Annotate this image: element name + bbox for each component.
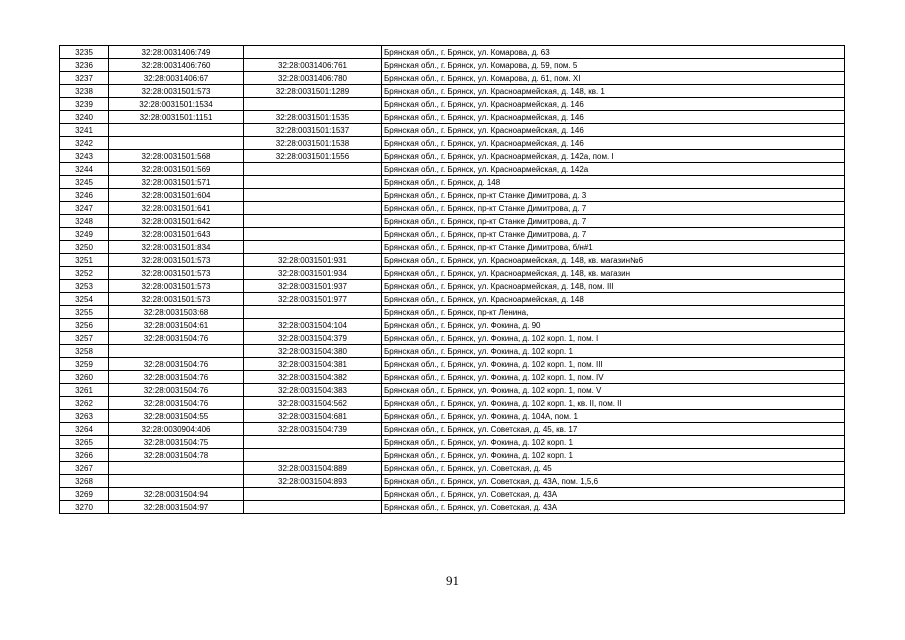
cadastral-number-cell: 32:28:0031504:76 [109,371,244,384]
sub-cadastral-number-cell [244,176,382,189]
address-cell: Брянская обл., г. Брянск, ул. Красноармейская, д. 146 [382,111,845,124]
address-cell: Брянская обл., г. Брянск, ул. Фокина, д. 102 корп. 1 [382,436,845,449]
cadastral-number-cell: 32:28:0031504:76 [109,384,244,397]
address-cell: Брянская обл., г. Брянск, ул. Фокина, д. 102 корп. 1, кв. II, пом. II [382,397,845,410]
address-cell: Брянская обл., г. Брянск, ул. Фокина, д. 102 корп. 1, пом. I [382,332,845,345]
address-cell: Брянская обл., г. Брянск, ул. Фокина, д. 102 корп. 1 [382,449,845,462]
sub-cadastral-number-cell: 32:28:0031504:104 [244,319,382,332]
cadastral-number-cell [109,462,244,475]
sub-cadastral-number-cell [244,501,382,514]
table-row [60,72,845,85]
sub-cadastral-number-cell [244,241,382,254]
cadastral-number-cell: 32:28:0031501:573 [109,293,244,306]
address-cell: Брянская обл., г. Брянск, ул. Красноармейская, д. 146 [382,98,845,111]
cadastral-number-cell [109,345,244,358]
address-cell: Брянская обл., г. Брянск, ул. Красноармейская, д. 148, кв. магазин [382,267,845,280]
cadastral-number-cell: 32:28:0031504:76 [109,358,244,371]
cadastral-number-cell: 32:28:0031501:1534 [109,98,244,111]
row-number-cell: 3262 [60,397,109,410]
sub-cadastral-number-cell: 32:28:0031504:380 [244,345,382,358]
row-number-cell: 3258 [60,345,109,358]
row-number-cell: 3246 [60,189,109,202]
row-number-cell: 3257 [60,332,109,345]
table-row [60,137,845,150]
address-cell: Брянская обл., г. Брянск, пр-кт Станке Димитрова, д. 3 [382,189,845,202]
table-row [60,358,845,371]
address-cell: Брянская обл., г. Брянск, ул. Красноармейская, д. 146 [382,124,845,137]
sub-cadastral-number-cell: 32:28:0031501:937 [244,280,382,293]
sub-cadastral-number-cell [244,163,382,176]
cadastral-number-cell: 32:28:0031501:571 [109,176,244,189]
table-row [60,319,845,332]
address-cell: Брянская обл., г. Брянск, пр-кт Станке Димитрова, д. 7 [382,228,845,241]
row-number-cell: 3237 [60,72,109,85]
table-row [60,306,845,319]
cadastral-number-cell: 32:28:0031504:97 [109,501,244,514]
address-cell: Брянская обл., г. Брянск, ул. Фокина, д. 102 корп. 1 [382,345,845,358]
cadastral-number-cell: 32:28:0031501:642 [109,215,244,228]
cadastral-number-cell: 32:28:0031501:573 [109,254,244,267]
cadastral-number-cell: 32:28:0031504:61 [109,319,244,332]
row-number-cell: 3245 [60,176,109,189]
table-row [60,449,845,462]
table-row [60,124,845,137]
address-cell: Брянская обл., г. Брянск, пр-кт Станке Димитрова, д. 7 [382,202,845,215]
row-number-cell: 3247 [60,202,109,215]
address-cell: Брянская обл., г. Брянск, ул. Советская, д. 43А, пом. 1,5,6 [382,475,845,488]
row-number-cell: 3251 [60,254,109,267]
sub-cadastral-number-cell: 32:28:0031504:562 [244,397,382,410]
row-number-cell: 3244 [60,163,109,176]
sub-cadastral-number-cell: 32:28:0031504:383 [244,384,382,397]
table-row [60,280,845,293]
sub-cadastral-number-cell [244,306,382,319]
sub-cadastral-number-cell: 32:28:0031406:761 [244,59,382,72]
row-number-cell: 3270 [60,501,109,514]
row-number-cell: 3241 [60,124,109,137]
table-row [60,371,845,384]
row-number-cell: 3253 [60,280,109,293]
table-row [60,111,845,124]
table-row [60,488,845,501]
cadastral-number-cell: 32:28:0030904:406 [109,423,244,436]
row-number-cell: 3264 [60,423,109,436]
row-number-cell: 3256 [60,319,109,332]
address-cell: Брянская обл., г. Брянск, пр-кт Ленина, [382,306,845,319]
table-row [60,215,845,228]
sub-cadastral-number-cell: 32:28:0031504:382 [244,371,382,384]
cadastral-number-cell: 32:28:0031501:573 [109,85,244,98]
cadastral-number-cell: 32:28:0031406:760 [109,59,244,72]
address-cell: Брянская обл., г. Брянск, ул. Красноармейская, д. 148, кв. 1 [382,85,845,98]
address-cell: Брянская обл., г. Брянск, ул. Фокина, д. 104А, пом. 1 [382,410,845,423]
cadastral-number-cell: 32:28:0031501:1151 [109,111,244,124]
sub-cadastral-number-cell: 32:28:0031501:931 [244,254,382,267]
address-cell: Брянская обл., г. Брянск, ул. Советская, д. 43А [382,488,845,501]
sub-cadastral-number-cell: 32:28:0031504:889 [244,462,382,475]
table-row [60,436,845,449]
address-cell: Брянская обл., г. Брянск, пр-кт Станке Димитрова, д. 7 [382,215,845,228]
sub-cadastral-number-cell [244,46,382,59]
cadastral-number-cell: 32:28:0031501:568 [109,150,244,163]
sub-cadastral-number-cell: 32:28:0031501:1538 [244,137,382,150]
sub-cadastral-number-cell: 32:28:0031501:1289 [244,85,382,98]
row-number-cell: 3269 [60,488,109,501]
page-number: 91 [446,573,459,588]
table-row [60,59,845,72]
row-number-cell: 3238 [60,85,109,98]
sub-cadastral-number-cell: 32:28:0031504:739 [244,423,382,436]
sub-cadastral-number-cell: 32:28:0031504:681 [244,410,382,423]
sub-cadastral-number-cell [244,202,382,215]
table-row [60,98,845,111]
address-cell: Брянская обл., г. Брянск, ул. Советская, д. 45 [382,462,845,475]
table-row [60,462,845,475]
sub-cadastral-number-cell [244,98,382,111]
sub-cadastral-number-cell: 32:28:0031501:934 [244,267,382,280]
cadastral-number-cell: 32:28:0031504:94 [109,488,244,501]
row-number-cell: 3250 [60,241,109,254]
row-number-cell: 3235 [60,46,109,59]
row-number-cell: 3236 [60,59,109,72]
address-cell: Брянская обл., г. Брянск, ул. Красноармейская, д. 148 [382,293,845,306]
table-row [60,150,845,163]
sub-cadastral-number-cell: 32:28:0031504:381 [244,358,382,371]
table-row [60,85,845,98]
cadastral-number-cell: 32:28:0031501:641 [109,202,244,215]
sub-cadastral-number-cell: 32:28:0031501:1535 [244,111,382,124]
row-number-cell: 3249 [60,228,109,241]
cadastral-number-cell: 32:28:0031503:68 [109,306,244,319]
table-row [60,501,845,514]
cadastral-number-cell: 32:28:0031406:749 [109,46,244,59]
table-row [60,267,845,280]
sub-cadastral-number-cell [244,228,382,241]
sub-cadastral-number-cell: 32:28:0031501:1537 [244,124,382,137]
cadastral-number-cell [109,475,244,488]
address-cell: Брянская обл., г. Брянск, ул. Комарова, д. 61, пом. XI [382,72,845,85]
row-number-cell: 3248 [60,215,109,228]
cadastral-number-cell: 32:28:0031504:75 [109,436,244,449]
sub-cadastral-number-cell: 32:28:0031504:379 [244,332,382,345]
sub-cadastral-number-cell [244,449,382,462]
row-number-cell: 3259 [60,358,109,371]
cadastral-number-cell [109,137,244,150]
address-cell: Брянская обл., г. Брянск, ул. Комарова, д. 59, пом. 5 [382,59,845,72]
table-row [60,189,845,202]
table-row [60,241,845,254]
table-row [60,163,845,176]
table-row [60,475,845,488]
cadastral-number-cell: 32:28:0031406:67 [109,72,244,85]
address-cell: Брянская обл., г. Брянск, ул. Красноармейская, д. 146 [382,137,845,150]
table-row [60,397,845,410]
sub-cadastral-number-cell: 32:28:0031406:780 [244,72,382,85]
row-number-cell: 3239 [60,98,109,111]
table-row [60,202,845,215]
row-number-cell: 3255 [60,306,109,319]
registry-table [59,45,845,514]
table-row [60,254,845,267]
address-cell: Брянская обл., г. Брянск, ул. Красноармейская, д. 142а [382,163,845,176]
row-number-cell: 3252 [60,267,109,280]
sub-cadastral-number-cell [244,215,382,228]
table-row [60,384,845,397]
row-number-cell: 3268 [60,475,109,488]
table-row [60,228,845,241]
table-row [60,293,845,306]
cadastral-number-cell: 32:28:0031504:76 [109,332,244,345]
sub-cadastral-number-cell: 32:28:0031504:893 [244,475,382,488]
row-number-cell: 3243 [60,150,109,163]
sub-cadastral-number-cell [244,436,382,449]
address-cell: Брянская обл., г. Брянск, ул. Фокина, д. 102 корп. 1, пом. III [382,358,845,371]
cadastral-number-cell: 32:28:0031504:55 [109,410,244,423]
cadastral-number-cell: 32:28:0031501:573 [109,280,244,293]
sub-cadastral-number-cell: 32:28:0031501:977 [244,293,382,306]
table-row [60,46,845,59]
row-number-cell: 3261 [60,384,109,397]
row-number-cell: 3254 [60,293,109,306]
cadastral-number-cell: 32:28:0031504:78 [109,449,244,462]
cadastral-number-cell [109,124,244,137]
table-row [60,332,845,345]
row-number-cell: 3242 [60,137,109,150]
address-cell: Брянская обл., г. Брянск, ул. Красноармейская, д. 142а, пом. I [382,150,845,163]
cadastral-number-cell: 32:28:0031501:573 [109,267,244,280]
registry-table-body [60,46,845,514]
table-row [60,410,845,423]
address-cell: Брянская обл., г. Брянск, ул. Фокина, д. 90 [382,319,845,332]
cadastral-number-cell: 32:28:0031501:569 [109,163,244,176]
address-cell: Брянская обл., г. Брянск, ул. Комарова, д. 63 [382,46,845,59]
cadastral-number-cell: 32:28:0031501:834 [109,241,244,254]
table-row [60,423,845,436]
sub-cadastral-number-cell [244,488,382,501]
address-cell: Брянская обл., г. Брянск, ул. Советская, д. 45, кв. 17 [382,423,845,436]
address-cell: Брянская обл., г. Брянск, ул. Фокина, д. 102 корп. 1, пом. IV [382,371,845,384]
cadastral-number-cell: 32:28:0031501:604 [109,189,244,202]
row-number-cell: 3265 [60,436,109,449]
sub-cadastral-number-cell [244,189,382,202]
cadastral-number-cell: 32:28:0031501:643 [109,228,244,241]
address-cell: Брянская обл., г. Брянск, пр-кт Станке Димитрова, б/н#1 [382,241,845,254]
address-cell: Брянская обл., г. Брянск, ул. Фокина, д. 102 корп. 1, пом. V [382,384,845,397]
table-row [60,176,845,189]
address-cell: Брянская обл., г. Брянск, д. 148 [382,176,845,189]
table-row [60,345,845,358]
address-cell: Брянская обл., г. Брянск, ул. Красноармейская, д. 148, пом. III [382,280,845,293]
sub-cadastral-number-cell: 32:28:0031501:1556 [244,150,382,163]
row-number-cell: 3260 [60,371,109,384]
row-number-cell: 3266 [60,449,109,462]
row-number-cell: 3263 [60,410,109,423]
address-cell: Брянская обл., г. Брянск, ул. Советская, д. 43А [382,501,845,514]
row-number-cell: 3267 [60,462,109,475]
address-cell: Брянская обл., г. Брянск, ул. Красноармейская, д. 148, кв. магазин№6 [382,254,845,267]
row-number-cell: 3240 [60,111,109,124]
cadastral-number-cell: 32:28:0031504:76 [109,397,244,410]
